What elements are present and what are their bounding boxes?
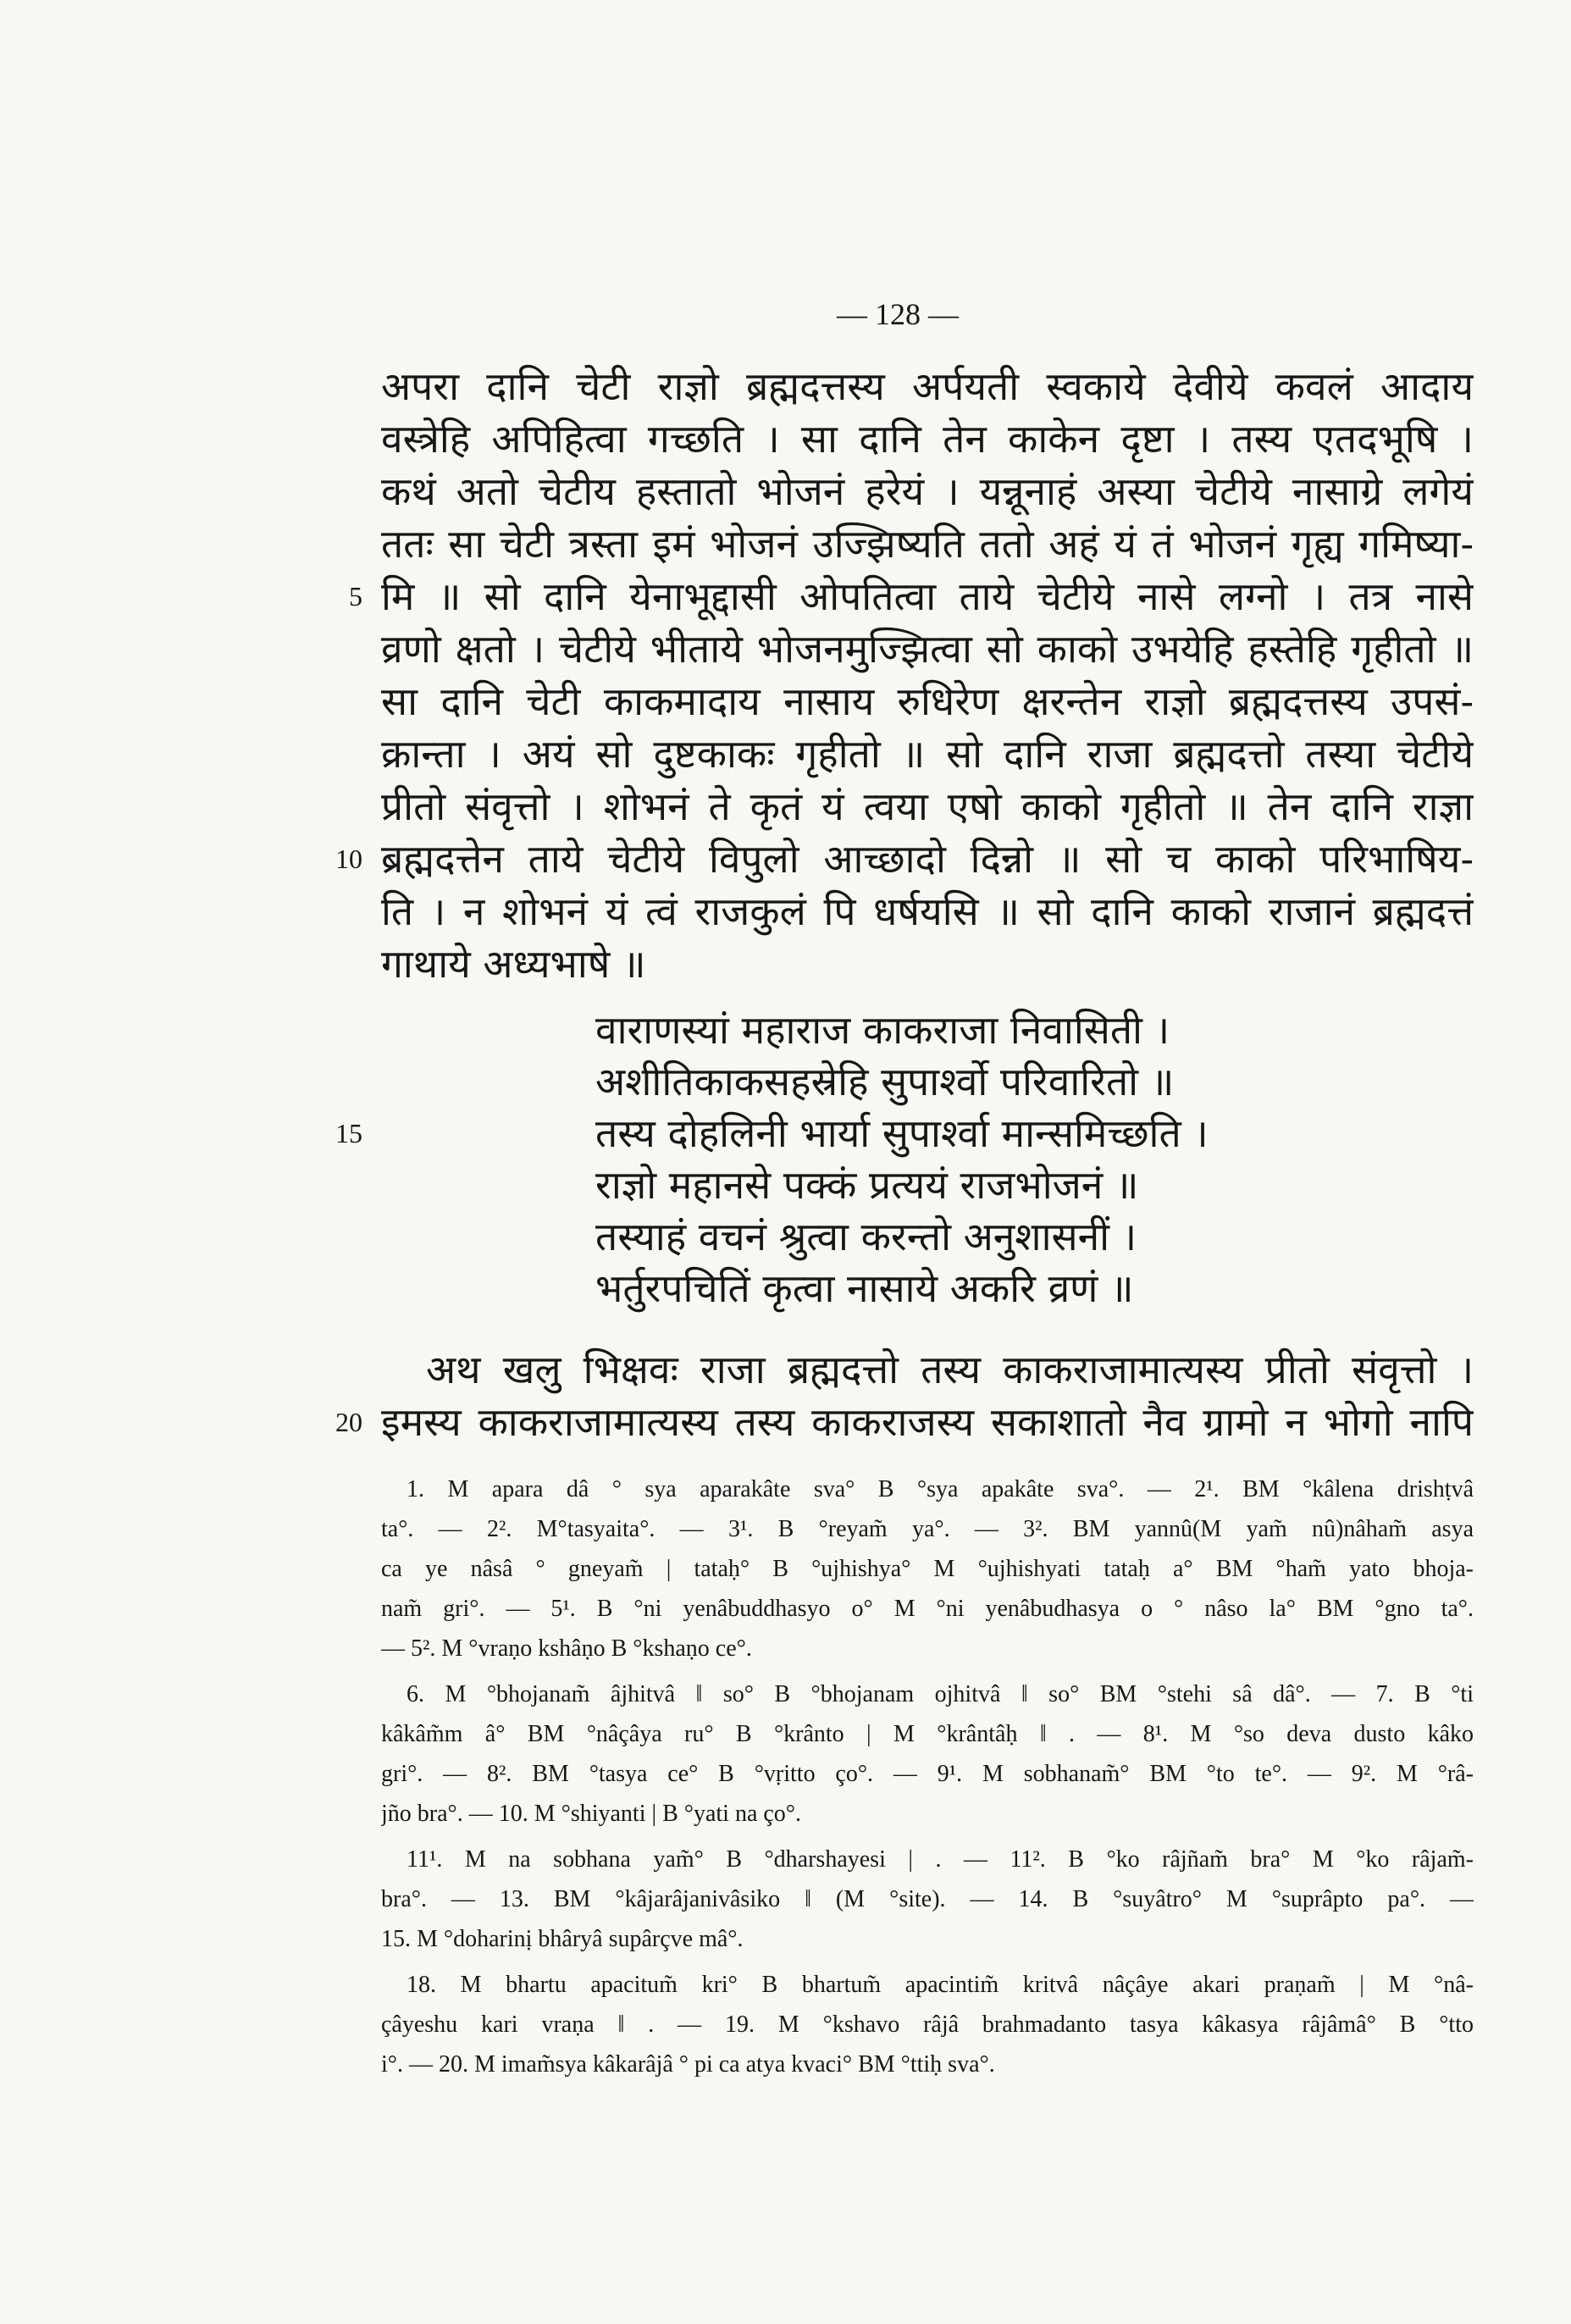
footnote-line: i°. — 20. M imam̃sya kâkarâjâ ° pi ca atya kvaci° BM °ttiḥ sva°. [381,2051,995,2078]
text-line: ति । न शोभनं यं त्वं राजकुलं पि धर्षयसि ॥ सो दानि काको राजानं ब्रह्मदत्तं [381,888,1474,934]
footnote-line: — 5². M °vraṇo kshâṇo B °kshaṇo ce°. [381,1635,752,1662]
line-number-10: 10 [335,844,362,874]
footnote-line: ta°. — 2². M°tasyaita°. — 3¹. B °reyam̃ ya°. — 3². BM yannû(M yam̃ nû)nâham̃ asya [381,1516,1474,1542]
footnote-paragraph [381,1965,1474,2084]
footnote-line: bra°. — 13. BM °kâjarâjanivâsiko ‖ (M °site). — 14. B °suyâtro° M °suprâpto pa°. — [381,1886,1474,1912]
text-line: मि ॥ सो दानि येनाभूद्दासी ओपतित्वा ताये चेटीये नासे लग्नो । तत्र नासे [381,573,1474,619]
footnote-line: 11¹. M na sobhana yam̃° B °dharshayesi | . — 11². B °ko râjñam̃ bra° M °ko râjam̃- [407,1846,1474,1873]
line-number-20: 20 [335,1407,362,1437]
text-line: क्रान्ता । अयं सो दुष्टकाकः गृहीतो ॥ सो दानि राजा ब्रह्मदत्तो तस्या चेटीये [381,731,1474,777]
verse-line: वाराणस्यां महाराज काकराजा निवासिती । [595,1007,1170,1053]
verse-line: राज्ञो महानसे पक्कं प्रत्ययं राजभोजनं ॥ [595,1162,1139,1208]
verse-line: अशीतिकाकसहस्रेहि सुपार्श्वो परिवारितो ॥ [595,1059,1175,1104]
footnote-line: jño bra°. — 10. M °shiyanti | B °yati na ço°. [381,1801,802,1827]
footnote-line: ca ye nâsâ ° gneyam̃ | tataḥ° B °ujhishya° M °ujhishyati tataḥ a° BM °ham̃ yato bhoja- [381,1556,1474,1582]
text-line: अपरा दानि चेटी राज्ञो ब्रह्मदत्तस्य अर्पयती स्वकाये देवीये कवलं आदाय [381,363,1474,409]
footnote-line: nam̃ gri°. — 5¹. B °ni yenâbuddhasyo o° M °ni yenâbudhasya o ° nâso la° BM °gno ta°. [381,1596,1474,1622]
footnote-line: çâyeshu kari vraṇa ‖ . — 19. M °kshavo râjâ brahmadanto tasya kâkasya râjâmâ° B °tto [381,2011,1474,2038]
verse-line: तस्य दोहलिनी भार्या सुपार्श्वा मान्समिच्छति । [595,1110,1209,1156]
line-number-5: 5 [349,581,362,611]
continuation-text [381,1343,1474,1448]
text-line: ततः सा चेटी त्रस्ता इमं भोजनं उज्झिष्यति ततो अहं यं तं भोजनं गृह्य गमिष्या- [381,521,1474,567]
text-line: सा दानि चेटी काकमादाय नासाय रुधिरेण क्षरन्तेन राज्ञो ब्रह्मदत्तस्य उपसं- [381,678,1474,724]
text-line: व्रणो क्षतो । चेटीये भीताये भोजनमुज्झित्वा सो काको उभयेहि हस्तेहि गृहीतो ॥ [381,626,1474,672]
footnote-line: kâkâm̃m â° BM °nâçâya ru° B °krânto | M °krântâḥ ‖ . — 8¹. M °so deva dusto kâko [381,1721,1474,1747]
text-line: ब्रह्मदत्तेन ताये चेटीये विपुलो आच्छादो दिन्नो ॥ सो च काको परिभाषिय- [381,836,1474,882]
footnote-paragraph [381,1840,1474,1959]
footnote-paragraph [381,1469,1474,1668]
footnote-line: 18. M bhartu apacitum̃ kri° B bhartum̃ apacintim̃ kritvâ nâçâye akari praṇam̃ | M °nâ- [407,1972,1474,1998]
text-line: गाथाये अध्यभाषे ॥ [381,941,646,987]
text-line: इमस्य काकराजामात्यस्य तस्य काकराजस्य सकाशातो नैव ग्रामो न भोगो नापि [381,1399,1474,1445]
text-line: वस्त्रेहि अपिहित्वा गच्छति । सा दानि तेन काकेन दृष्टा । तस्य एतदभूषि । [381,416,1474,462]
footnote-line: 15. M °doharinị bhâryâ supârçve mâ°. [381,1926,744,1952]
page-number: — 128 — [837,297,959,331]
verse-block [595,1004,1474,1314]
text-line: अथ खलु भिक्षवः राजा ब्रह्मदत्तो तस्य काकराजामात्यस्य प्रीतो संवृत्तो । [426,1347,1474,1392]
verse-line: तस्याहं वचनं श्रुत्वा करन्तो अनुशासनीं । [595,1214,1137,1259]
footnotes [381,1469,1474,2090]
main-text [381,360,1474,990]
line-number-15: 15 [335,1118,362,1148]
footnote-line: 1. M apara dâ ° sya aparakâte sva° B °sya apakâte sva°. — 2¹. BM °kâlena drishṭvâ [407,1476,1474,1502]
footnote-line: 6. M °bhojanam̃ âjhitvâ ‖ so° B °bhojanam ojhitvâ ‖ so° BM °stehi sâ dâ°. — 7. B °ti [407,1681,1474,1707]
footnote-line: gri°. — 8². BM °tasya ce° B °vṛitto ço°. — 9¹. M sobhanam̃° BM °to te°. — 9². M °râ- [381,1761,1474,1787]
text-line: कथं अतो चेटीय हस्तातो भोजनं हरेयं । यन्नूनाहं अस्या चेटीये नासाग्रे लगेयं [381,468,1474,514]
text-line: प्रीतो संवृत्तो । शोभनं ते कृतं यं त्वया एषो काको गृहीतो ॥ तेन दानि राज्ञा [381,783,1474,829]
verse-line: भर्तुरपचितिं कृत्वा नासाये अकरि व्रणं ॥ [595,1265,1134,1311]
footnote-paragraph [381,1674,1474,1834]
